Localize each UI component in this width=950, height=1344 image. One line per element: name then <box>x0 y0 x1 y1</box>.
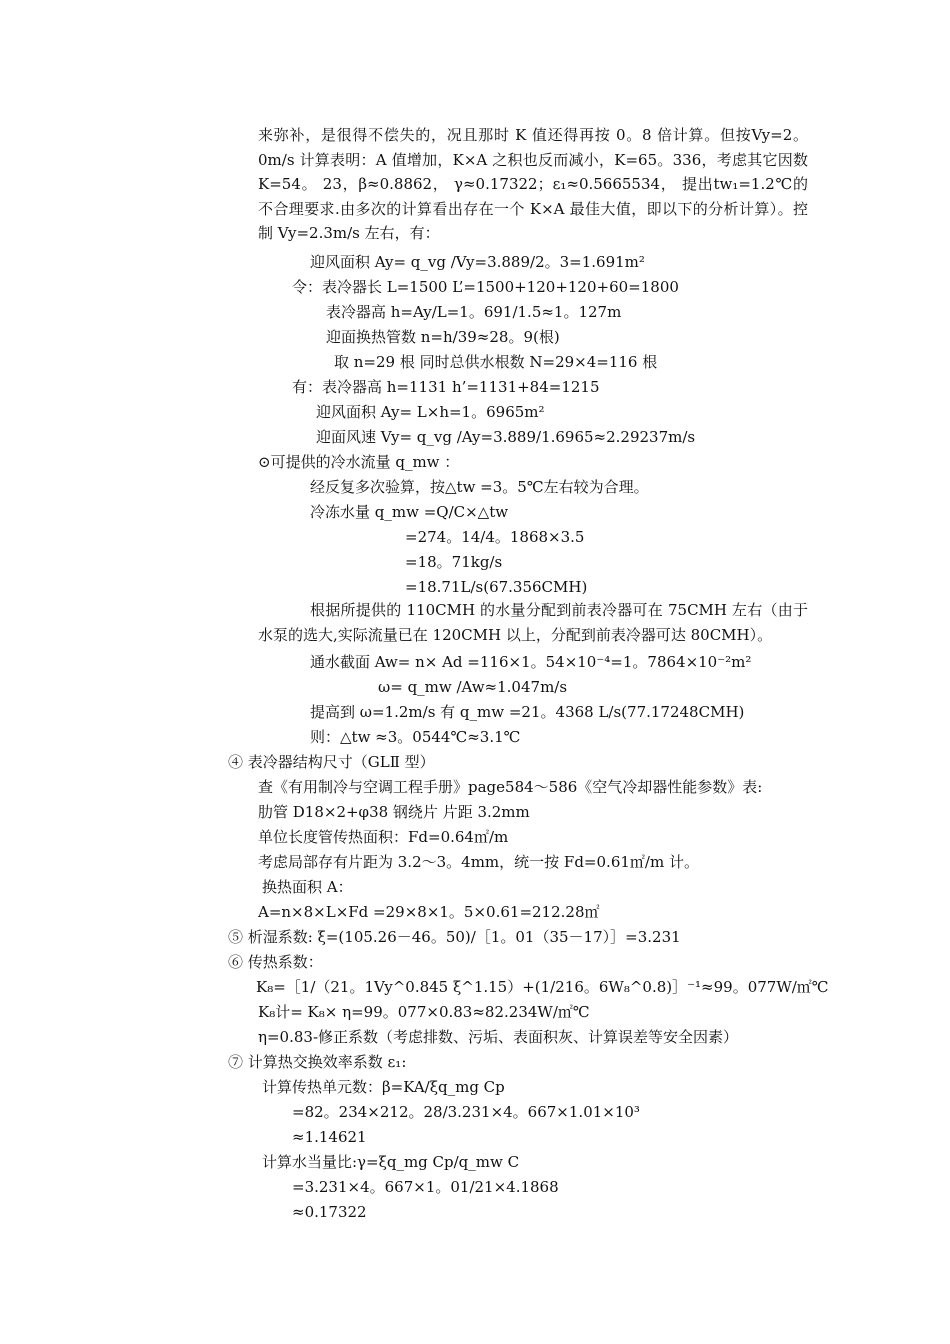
line-calc-3: =18.71L/s(67.356CMH) <box>405 578 588 596</box>
line-fin-pitch: 考虑局部存有片距为 3.2～3。4mm，统一按 Fd=0.61㎡/m 计。 <box>258 853 699 871</box>
line-finned-tube: 肋管 D18×2+φ38 钢绕片 片距 3.2mm <box>258 803 530 821</box>
line-height-h: 有：表冷器高 h=1131 h’=1131+84=1215 <box>292 378 600 396</box>
line-water-ratio: 计算水当量比:γ=ξq_mg Cp/q_mw C <box>262 1153 520 1171</box>
heading-wet-coefficient: ⑤ 析湿系数: ξ=(105.26－46。50)/［1。01（35－17）］=3.231 <box>228 928 681 946</box>
line-verification: 经反复多次验算，按△tw =3。5℃左右较为合理。 <box>310 478 649 496</box>
line-exchange-area-label: 换热面积 A： <box>262 878 353 896</box>
line-calc-1: =274。14/4。1868×3.5 <box>405 528 585 546</box>
line-raise-omega: 提高到 ω=1.2m/s 有 q_mw =21。4368 L/s(77.17248CMH) <box>310 703 745 721</box>
line-windward-area-2: 迎风面积 Ay= L×h=1。6965m² <box>316 403 545 421</box>
line-cooler-height: 表冷器高 h=Ay/L=1。691/1.5≈1。127m <box>326 303 622 321</box>
line-unit-area: 单位长度管传热面积：Fd=0.64㎡/m <box>258 828 509 846</box>
line-chilled-water: 冷冻水量 q_mw =Q/C×△tw <box>310 503 509 521</box>
line-handbook: 查《有用制冷与空调工程手册》page584～586《空气冷却器性能参数》表: <box>258 778 763 796</box>
line-cooler-length: 令：表冷器长 L=1500 L’=1500+120+120+60=1800 <box>292 278 679 296</box>
line-ratio-calc: =3.231×4。667×1。01/21×4.1868 <box>292 1178 559 1196</box>
paragraph-water-distribution: 根据所提供的 110CMH 的水量分配到前表冷器可在 75CMH 左右（由于水泵的选大,实际流量已在 120CMH 以上，分配到前表冷器可达 80CMH）。 <box>258 601 808 644</box>
line-windward-area: 迎风面积 Ay= q_vg /Vy=3.889/2。3=1.691m² <box>310 253 645 271</box>
line-water-flow-heading: ⊙可提供的冷水流量 q_mw ： <box>258 453 460 471</box>
line-tube-count: 迎面换热管数 n=h/39≈28。9(根) <box>326 328 560 346</box>
line-k8-formula: K₈=［1/（21。1Vy^0.845 ξ^1.15）+(1/216。6W₈^0.8)］⁻¹≈99。077W/㎡℃ <box>256 978 829 996</box>
heading-heat-transfer: ⑥ 传热系数： <box>228 953 323 971</box>
line-correction: η=0.83-修正系数（考虑排数、污垢、表面积灰、计算误差等安全因素） <box>258 1028 739 1046</box>
line-ntu-result: ≈1.14621 <box>292 1128 367 1146</box>
line-face-velocity: 迎面风速 Vy= q_vg /Ay=3.889/1.6965≈2.29237m/s <box>316 428 696 446</box>
line-omega: ω= q_mw /Aw≈1.047m/s <box>378 678 568 696</box>
line-take-n: 取 n=29 根 同时总供水根数 N=29×4=116 根 <box>334 353 658 371</box>
heading-structure: ④ 表冷器结构尺寸（GLⅡ 型） <box>228 753 435 771</box>
line-exchange-area: A=n×8×L×Fd =29×8×1。5×0.61=212.28㎡ <box>258 903 600 921</box>
line-ntu-calc: =82。234×212。28/3.231×4。667×1.01×10³ <box>292 1103 640 1121</box>
line-delta-tw: 则：△tw ≈3。0544℃≈3.1℃ <box>310 728 521 746</box>
line-calc-2: =18。71kg/s <box>405 553 503 571</box>
heading-efficiency: ⑦ 计算热交换效率系数 ε₁: <box>228 1053 407 1071</box>
line-water-section: 通水截面 Aw= n× Ad =116×1。54×10⁻⁴=1。7864×10⁻²m² <box>310 653 752 671</box>
paragraph-intro: 来弥补，是很得不偿失的，况且那时 K 值还得再按 0。8 倍计算。但按Vy=2。0m/s 计算表明：A 值增加，K×A 之积也反而减小，K=65。336，考虑其它因数 K=54。 23，β≈0.8862， γ≈0.17322；ε₁≈0.5665534， 提出tw₁=1.2℃的不合理要求.由多次的计算看出存在一个 K×A 最佳大值，即以下的分析计算）。控制 Vy=2.3m/s 左右，有： <box>258 126 808 243</box>
line-ntu: 计算传热单元数：β=KA/ξq_mg Cp <box>262 1078 505 1096</box>
line-k8-calc: K₈计= K₈× η=99。077×0.83≈82.234W/㎡℃ <box>258 1003 590 1021</box>
line-ratio-result: ≈0.17322 <box>292 1203 367 1221</box>
